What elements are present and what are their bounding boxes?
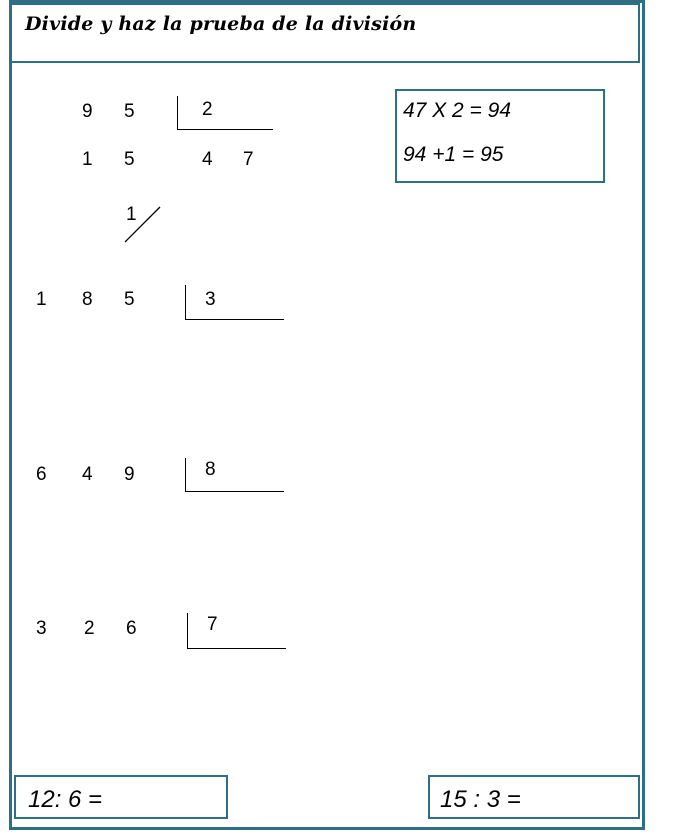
dividend-digit: 6 xyxy=(126,618,137,639)
example-quotient-digit: 4 xyxy=(202,149,213,170)
division-bracket-vertical xyxy=(185,285,186,320)
example-divisor: 2 xyxy=(202,99,213,120)
expression-left: 12: 6 = xyxy=(28,786,103,813)
dividend-digit: 6 xyxy=(36,464,47,485)
proof-box xyxy=(395,89,605,183)
example-dividend-digit: 5 xyxy=(124,101,135,122)
example-partial-digit: 5 xyxy=(124,149,135,170)
division-bracket-horizontal xyxy=(185,319,284,320)
proof-addition: 94 +1 = 95 xyxy=(403,143,504,166)
dividend-digit: 9 xyxy=(124,464,135,485)
divisor: 3 xyxy=(205,289,216,310)
division-bracket-vertical xyxy=(187,613,188,649)
expression-right: 15 : 3 = xyxy=(440,786,521,813)
example-quotient-digit: 7 xyxy=(243,149,254,170)
divisor: 8 xyxy=(205,459,216,480)
division-bracket-vertical xyxy=(185,458,186,492)
expression-box-left xyxy=(14,775,228,819)
division-bracket-horizontal xyxy=(177,129,273,130)
example-remainder: 1 xyxy=(126,204,137,225)
dividend-digit: 5 xyxy=(124,289,135,310)
dividend-digit: 3 xyxy=(36,618,47,639)
dividend-digit: 2 xyxy=(84,618,95,639)
remainder-slash xyxy=(120,202,164,246)
divisor: 7 xyxy=(207,614,218,635)
proof-multiplication: 47 X 2 = 94 xyxy=(403,99,512,122)
title-box xyxy=(9,3,640,63)
division-bracket-horizontal xyxy=(185,491,284,492)
example-dividend-digit: 9 xyxy=(82,101,93,122)
dividend-digit: 1 xyxy=(36,289,47,310)
dividend-digit: 8 xyxy=(82,289,93,310)
division-bracket-horizontal xyxy=(187,648,286,649)
division-bracket-vertical xyxy=(177,96,178,130)
example-partial-digit: 1 xyxy=(82,149,93,170)
expression-box-right xyxy=(428,775,640,819)
dividend-digit: 4 xyxy=(82,464,93,485)
worksheet-title: Divide y haz la prueba de la división xyxy=(25,13,417,35)
